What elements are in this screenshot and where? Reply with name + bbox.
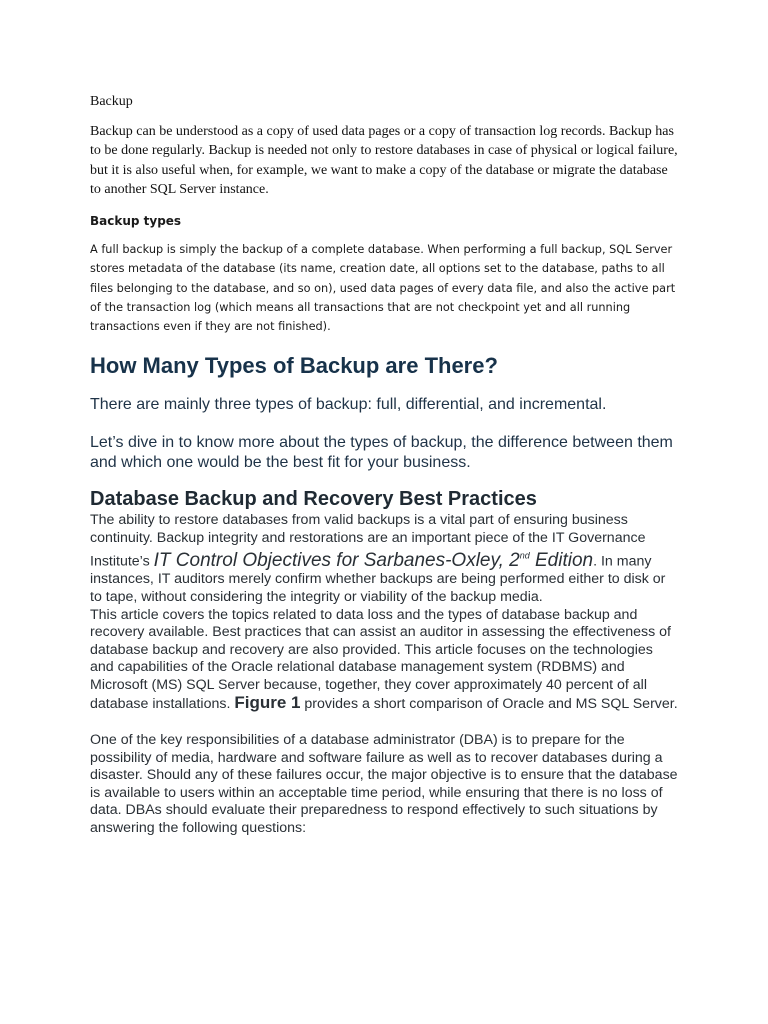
section-title: Backup — [90, 94, 133, 109]
main-heading: How Many Types of Backup are There? — [90, 353, 498, 379]
intro-paragraph: Backup can be understood as a copy of used data pages or a copy of transaction log records. Backup has to be done regularly. Backup is needed not only to restore databases in case of physical or logical failure, but it is also useful when, for example, we want to make a copy of the database or migrate the database to another SQL Server instance. — [90, 124, 678, 197]
dive-in-paragraph: Let’s dive in to know more about the types of backup, the difference between them and which one would be the best fit for your business. — [90, 434, 673, 472]
p1-italic-b: Edition — [529, 549, 594, 571]
three-types-paragraph: There are mainly three types of backup: full, differential, and incremental. — [90, 396, 607, 414]
document-page — [90, 92, 680, 838]
best-practices-heading: Database Backup and Recovery Best Practices — [90, 488, 537, 511]
p1-italic-a: IT Control Objectives for Sarbanes-Oxley, 2 — [153, 549, 520, 571]
backup-types-heading: Backup types — [90, 214, 182, 229]
p1-text-a: The ability to restore databases from valid backups is a vital part of ensuring business continuity. Backup integrity and restorations are an important piece of the IT Governance Institute’s — [90, 512, 646, 570]
paragraph-gap — [90, 714, 680, 732]
figure-1-reference: Figure 1 — [234, 693, 301, 713]
p2-text-a: This article covers the topics related to data loss and the types of database backup and recovery available. Best practices that can assist an auditor in assessing the effectiveness of database backup and recovery are also provided. This article focuses on the technologies and capabilities of the Oracle relational database management system (RDBMS) and Microsoft (MS) SQL Server because, together, they cover approximately 40 percent of all database installations. — [90, 606, 671, 713]
full-backup-paragraph: A full backup is simply the backup of a complete database. When performing a full backup, SQL Server stores metadata of the database (its name, creation date, all options set to the database, paths to all files belonging to the database, and so on), used data pages of every data file, and also the active part of the transaction log (which means all transactions that are not checkpoint yet and all running transactions even if they are not finished). — [90, 243, 676, 333]
body-paragraph-3: One of the key responsibilities of a database administrator (DBA) is to prepare for the possibility of media, hardware and software failure as well as to recover databases during a disaster. Should any of these failures occur, the major objective is to ensure that the database is available to users within an acceptable time period, while ensuring that there is no loss of data. DBAs should evaluate their preparedness to respond effectively to such situations by answering the following questions: — [90, 732, 678, 837]
p1-text-b: . In many instances, IT auditors merely confirm whether backups are being performed either to disk or to tape, without considering the integrity or viability of the backup media. — [90, 553, 666, 605]
p2-text-b: provides a short comparison of Oracle and MS SQL Server. — [300, 696, 678, 713]
body-paragraph-1 — [90, 512, 680, 606]
body-paragraph-2 — [90, 607, 680, 715]
p1-italic-title — [154, 550, 593, 571]
p1-superscript: nd — [519, 550, 530, 561]
